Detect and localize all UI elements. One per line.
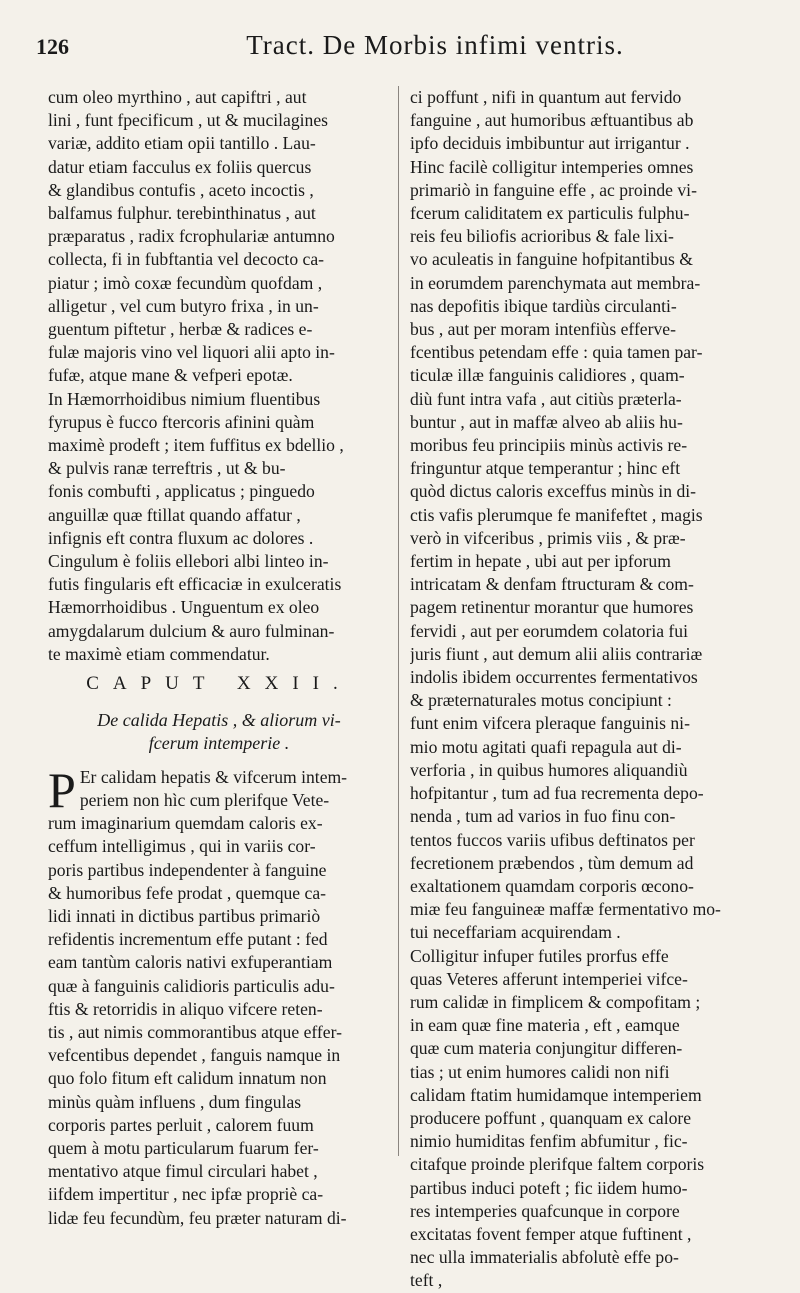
text-line: fonis combufti , applicatus ; pinguedo <box>48 481 315 502</box>
chapter-heading: CAPUT XXII. <box>86 673 352 695</box>
text-line: piatur ; imò coxæ fecundùm quofdam , <box>48 272 323 293</box>
text-line: miæ feu fanguineæ maffæ fermentativo mo- <box>410 899 721 920</box>
text-line: verforia , in quibus humores aliquandiù <box>410 759 688 780</box>
text-line: anguillæ quæ ftillat quando affatur , <box>48 504 301 525</box>
text-line: variæ, addito etiam opii tantillo . Lau- <box>48 133 316 154</box>
text-line: fyrupus è fucco ftercoris afinini quàm <box>48 411 315 432</box>
text-line: rum imaginarium quemdam caloris ex- <box>48 813 323 834</box>
text-line: reis feu biliofis acrioribus & fale lixi- <box>410 226 674 247</box>
text-line: juris fiunt , aut demum alii aliis contrariæ <box>410 643 703 664</box>
text-line: te maximè etiam commendatur. <box>48 643 270 664</box>
text-line: futis fingularis eft efficaciæ in exulceratis <box>48 574 342 595</box>
text-line: nenda , tum ad varios in fuo finu con- <box>410 806 676 827</box>
text-line: fanguine , aut humoribus æftuantibus ab <box>410 110 694 131</box>
text-line: moribus feu principiis minùs activis re- <box>410 435 688 456</box>
text-line: Cingulum è foliis ellebori albi linteo in- <box>48 551 329 572</box>
drop-cap: P <box>48 761 76 818</box>
right-column <box>410 86 760 1293</box>
text-line: ceffum intelligimus , qui in variis cor- <box>48 836 316 857</box>
page-number: 126 <box>36 34 69 59</box>
text-line: & præternaturales motus concipiunt : <box>410 690 672 711</box>
text-line: hofpitantur , tum ad fua recrementa depo- <box>410 783 704 804</box>
text-line: lidi innati in dictibus partibus primariò <box>48 905 321 926</box>
text-line: exaltationem quamdam corporis œcono- <box>410 875 694 896</box>
left-column <box>48 86 390 1230</box>
text-line: & pulvis ranæ terreftris , ut & bu- <box>48 458 286 479</box>
text-line: ipfo deciduis imbibuntur aut irrigantur . <box>410 133 690 154</box>
text-line: fulæ majoris vino vel liquori alii apto in- <box>48 342 335 363</box>
text-line: buntur , aut in maffæ alveo ab aliis hu- <box>410 411 683 432</box>
text-line: guentum piftetur , herbæ & radices e- <box>48 319 313 340</box>
text-line: nas depofitis ibique tardiùs circulanti- <box>410 295 677 316</box>
text-line: Colligitur infuper futiles prorfus effe <box>410 945 669 966</box>
text-line: bus , aut per moram intenfiùs efferve- <box>410 319 676 340</box>
text-line: quæ à fanguinis calidioris particulis adu- <box>48 975 335 996</box>
text-line: fufæ, atque mane & vefperi epotæ. <box>48 365 293 386</box>
text-line: cum oleo myrthino , aut capiftri , aut <box>48 87 307 107</box>
text-line: quæ cum materia conjungitur differen- <box>410 1038 683 1059</box>
text-line: eam tantùm caloris nativi exfuperantiam <box>48 952 333 973</box>
text-line: ctis vafis plerumque fe manifeftet , magis <box>410 504 703 525</box>
text-line: in eam quæ fine materia , eft , eamque <box>410 1015 680 1036</box>
text-line: lini , funt fpecificum , ut & mucilagines <box>48 110 328 131</box>
text-line: balfamus fulphur. terebinthinatus , aut <box>48 203 316 224</box>
text-line: indolis ibidem occurrentes fermentativos <box>410 667 698 688</box>
text-line: poris partibus independenter à fanguine <box>48 859 327 880</box>
left-text-block-2 <box>48 812 390 1230</box>
text-line: amygdalarum dulcium & auro fulminan- <box>48 620 335 641</box>
left-text-block-1 <box>48 86 390 666</box>
text-line: datur etiam facculus ex foliis quercus <box>48 156 312 177</box>
text-line: periem non hìc cum plerifque Vete- <box>79 789 330 810</box>
text-line: vo aculeatis in fanguine hofpitantibus & <box>410 249 693 270</box>
text-line: infignis eft contra fluxum ac dolores . <box>48 527 314 548</box>
text-line: intricatam & denfam ftructuram & com- <box>410 574 694 595</box>
text-line: collecta, fi in fubftantia vel decocto ca- <box>48 249 324 270</box>
text-line: fervidi , aut per eorumdem colatoria fui <box>410 620 688 641</box>
text-line: fertim in hepate , ubi aut per ipforum <box>410 551 671 572</box>
text-line: partibus induci poteft ; fic iidem humo- <box>410 1177 688 1198</box>
text-line: nimio humiditas fenfim abfumitur , fic- <box>410 1131 688 1152</box>
text-line: corporis partes perluit , calorem fuum <box>48 1114 314 1135</box>
text-line: ci poffunt , nifi in quantum aut fervido <box>410 87 682 107</box>
text-line: lidæ feu fecundùm, feu præter naturam di- <box>48 1207 347 1228</box>
text-line: mentativo atque fimul circulari habet , <box>48 1161 318 1182</box>
page-header <box>36 30 764 74</box>
text-line: minùs quàm influens , dum fingulas <box>48 1091 302 1112</box>
text-line: In Hæmorrhoidibus nimium fluentibus <box>48 388 321 409</box>
text-line: iifdem impertitur , nec ipfæ propriè ca- <box>48 1184 324 1205</box>
text-line: Hinc facilè colligitur intemperies omnes <box>410 156 694 177</box>
text-line: verò in vifceribus , primis viis , & præ- <box>410 527 686 548</box>
text-line: tentos fuccos variis ufibus deftinatos per <box>410 829 695 850</box>
running-title: Tract. De Morbis infimi ventris. <box>246 30 624 60</box>
text-line: primariò in fanguine effe , ac proinde vi- <box>410 179 697 200</box>
text-line: præparatus , radix fcrophulariæ antumno <box>48 226 335 247</box>
text-line: in eorumdem parenchymata aut membra- <box>410 272 701 293</box>
text-line: calidam ftatim humidamque intemperiem <box>410 1084 702 1105</box>
text-line: fecretionem præbendos , tùm demum ad <box>410 852 694 873</box>
text-line: fringuntur atque temperantur ; hinc eft <box>410 458 681 479</box>
text-line: refidentis incrementum effe putant : fed <box>48 929 328 950</box>
text-line: Hæmorrhoidibus . Unguentum ex oleo <box>48 597 320 618</box>
text-line: & glandibus contufis , aceto incoctis , <box>48 179 314 200</box>
text-line: citafque proinde plerifque faltem corporis <box>410 1154 705 1175</box>
text-line: excitatas fovent femper atque fuftinent , <box>410 1223 692 1244</box>
text-line: tis , aut nimis commorantibus atque effer- <box>48 1021 342 1042</box>
text-line: fcerum caliditatem ex particulis fulphu- <box>410 203 690 224</box>
text-line: funt enim vifcera pleraque fanguinis ni- <box>410 713 690 734</box>
text-line: rum calidæ in fimplicem & compofitam ; <box>410 991 701 1012</box>
text-line: ftis & retorridis in aliquo vifcere reten- <box>48 998 323 1019</box>
text-line: fcentibus petendam effe : quia tamen par- <box>410 342 703 363</box>
drop-cap-lines <box>48 761 390 818</box>
text-line: quas Veteres afferunt intemperiei vifce- <box>410 968 688 989</box>
text-line: alligetur , vel cum butyro frixa , in un- <box>48 295 319 316</box>
text-line: quo folo fitum eft calidum innatum non <box>48 1068 327 1089</box>
text-line: vefcentibus dependet , fanguis namque in <box>48 1045 341 1066</box>
text-line: pagem retinentur morantur que humores <box>410 597 694 618</box>
text-line: quòd dictus caloris exceffus minùs in di- <box>410 481 697 502</box>
chapter-title-line-1: De calida Hepatis , & aliorum vi- <box>97 710 341 731</box>
text-line: maximè prodeft ; item fuffitus ex bdellio , <box>48 435 344 456</box>
text-line: mio motu agitati quafi repagula aut di- <box>410 736 682 757</box>
text-line: Er calidam hepatis & vifcerum intem- <box>79 766 348 787</box>
text-line: tui neceffariam acquirendam . <box>410 922 621 943</box>
chapter-title-line-2: fcerum intemperie . <box>148 733 290 754</box>
text-line: quem à motu particularum fuarum fer- <box>48 1137 319 1158</box>
drop-cap-paragraph <box>48 761 390 818</box>
column-divider <box>398 86 399 1156</box>
text-line: teft , <box>410 1270 443 1291</box>
text-line: res intemperies quafcunque in corpore <box>410 1200 680 1221</box>
right-text-block <box>410 86 760 1293</box>
text-line: ticulæ illæ fanguinis calidiores , quam- <box>410 365 685 386</box>
text-line: tias ; ut enim humores calidi non nifi <box>410 1061 670 1082</box>
text-line: & humoribus fefe prodat , quemque ca- <box>48 882 326 903</box>
text-line: diù funt intra vafa , aut citiùs præterla- <box>410 388 682 409</box>
text-line: nec ulla immaterialis abfolutè effe po- <box>410 1247 679 1268</box>
text-line: producere poffunt , quanquam ex calore <box>410 1107 692 1128</box>
